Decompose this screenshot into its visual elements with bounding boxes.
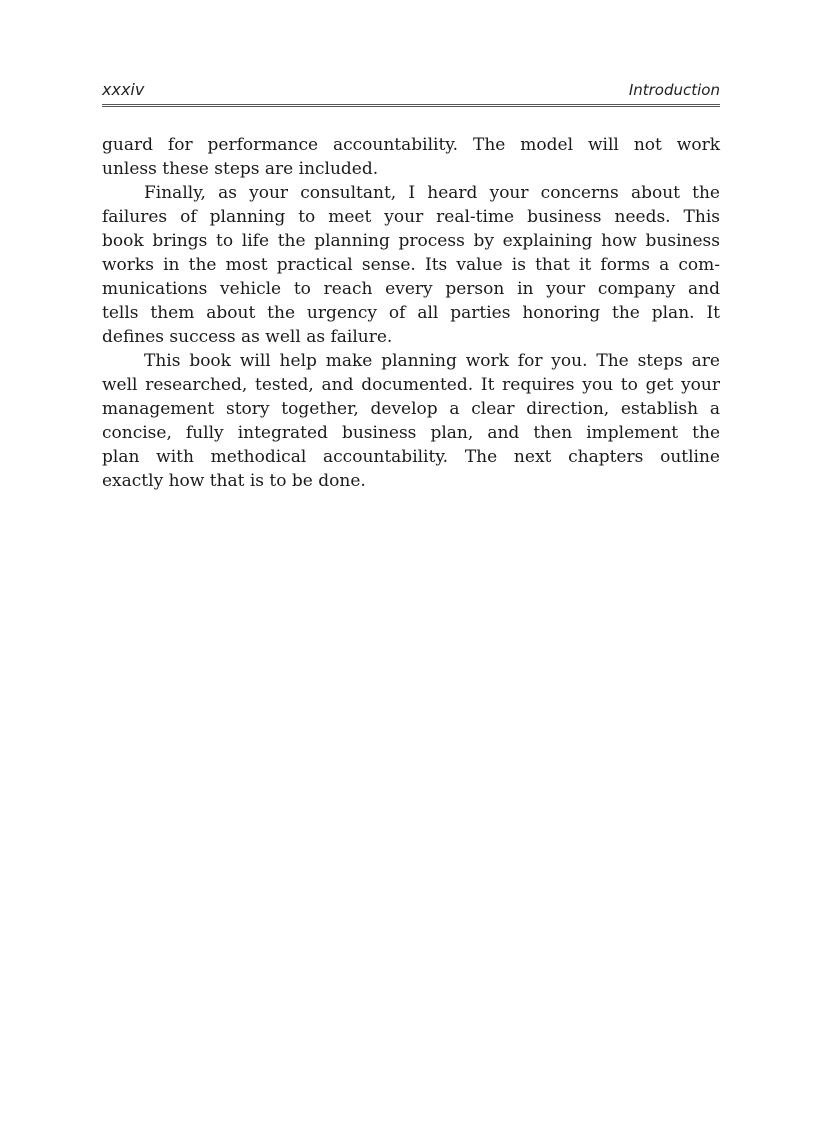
text-line: This book will help make planning work for you. The steps are [144,351,720,371]
text-line: book brings to life the planning process by explaining how business [102,231,720,251]
text-line: management story together, develop a clear direction, establish a [102,399,720,419]
text-line: guard for performance accountability. The model will not work [102,135,720,155]
body-text [102,133,720,493]
text-line: failures of planning to meet your real-time business needs. This [102,207,720,227]
paragraph-1 [102,133,720,181]
text-line: unless these steps are included. [102,159,379,179]
text-line: well researched, tested, and documented. It requires you to get your [102,375,720,395]
text-line: concise, fully integrated business plan, and then implement the [102,423,720,443]
section-title: Introduction [628,81,720,99]
text-line: munications vehicle to reach every person in your company and [102,279,720,299]
paragraph-2 [102,181,720,349]
page-number: xxxiv [102,80,145,99]
running-header [102,80,720,107]
paragraph-3 [102,349,720,493]
text-line: plan with methodical accountability. The next chapters outline [102,447,720,467]
text-line: exactly how that is to be done. [102,471,366,491]
text-line: works in the most practical sense. Its value is that it forms a com- [102,255,720,275]
text-line: defines success as well as failure. [102,327,393,347]
text-line: Finally, as your consultant, I heard your concerns about the [144,183,720,203]
text-line: tells them about the urgency of all parties honoring the plan. It [102,303,720,323]
